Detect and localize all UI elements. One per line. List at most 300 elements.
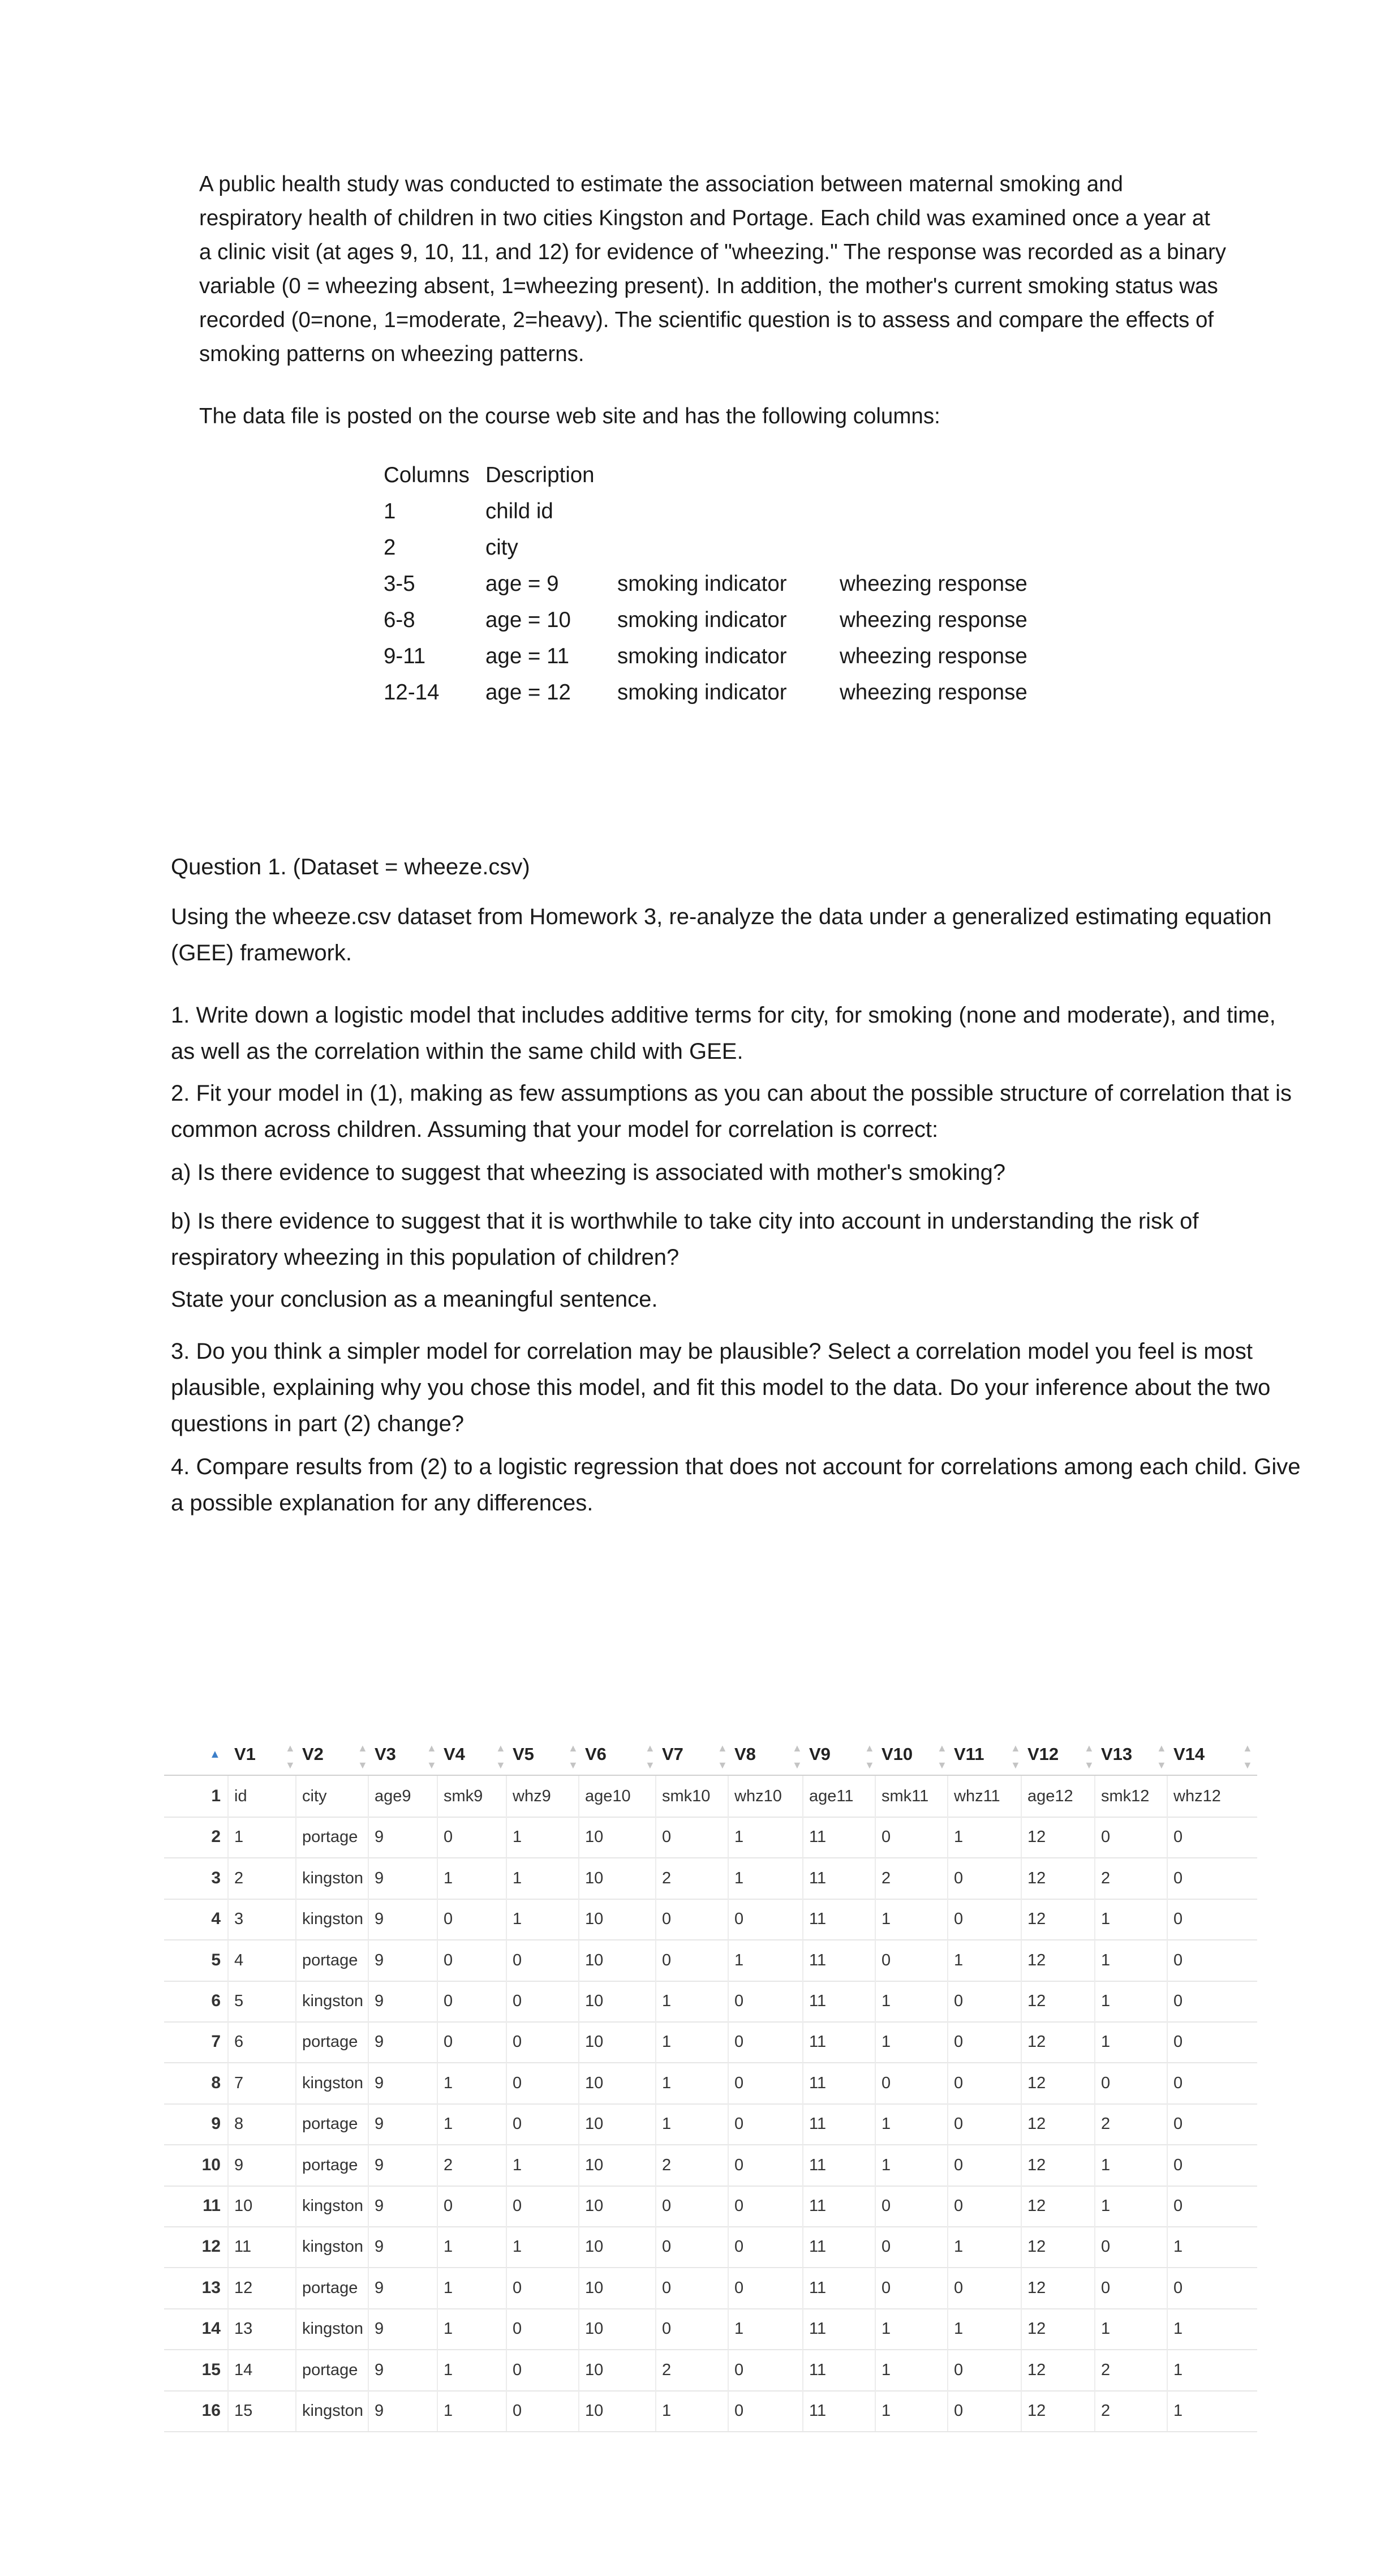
column-divider [295,2021,296,2062]
table-cell: 0 [513,1992,522,2010]
table-cell: 10 [585,2033,604,2051]
column-divider [578,2226,579,2267]
column-header-v13[interactable]: V13 [1101,1744,1133,1764]
table-cell: 0 [1173,1828,1183,1847]
table-cell: 0 [1173,2278,1183,2297]
column-divider [1021,2063,1022,2103]
column-divider [1021,2350,1022,2390]
table-cell: 10 [585,2278,604,2297]
row-number: 8 [211,2073,221,2092]
column-divider [1167,1981,1168,2021]
column-divider [578,2063,579,2103]
table-cell: 10 [585,1992,604,2010]
column-divider [875,2103,876,2144]
column-divider [295,1981,296,2021]
column-divider [802,1776,803,1817]
column-divider [802,1981,803,2021]
table-cell: 9 [375,2278,384,2297]
column-divider [947,1858,948,1899]
column-divider [947,2390,948,2431]
intro-line: respiratory health of children in two cities Kingston and Portage. Each child was examined once a year at [199,206,1210,230]
table-cell: 1 [444,2360,453,2379]
table-cell: 12 [1027,2197,1046,2215]
sort-toggle-icon[interactable]: ▲ ▼ [1010,1742,1021,1771]
column-divider [728,1776,729,1817]
table-cell: 7 [234,2073,244,2092]
table-cell: 10 [585,2073,604,2092]
table-cell: 11 [809,1828,827,1847]
table-cell: 0 [662,2238,672,2256]
column-divider [1167,2350,1168,2390]
column-divider [368,1817,369,1857]
table-cell: 0 [954,2278,964,2297]
table-cell: 1 [882,2115,891,2133]
column-divider [802,2103,803,2144]
table-cell: id [234,1787,247,1805]
wheezing-response-label: wheezing response [840,644,1027,668]
table-cell: 10 [585,2197,604,2215]
column-divider [802,1940,803,1981]
table-cell: 1 [513,1910,522,1929]
column-divider [1167,2308,1168,2349]
table-cell: 10 [234,2197,253,2215]
column-divider [506,2350,507,2390]
table-cell: 9 [375,2320,384,2338]
table-cell: 1 [444,2238,453,2256]
column-divider [295,2103,296,2144]
column-divider [578,2145,579,2186]
column-divider [947,2145,948,2186]
column-divider [437,2063,438,2103]
wheezing-response-label: wheezing response [840,572,1027,596]
column-header-v4[interactable]: V4 [444,1744,465,1764]
table-cell: 3 [234,1910,244,1929]
table-cell: 0 [734,2033,744,2051]
table-cell: 1 [1173,2320,1183,2338]
table-cell: 0 [1101,2278,1111,2297]
table-cell: kingston [302,2073,364,2092]
row-number: 5 [211,1950,221,1969]
column-divider [578,1899,579,1939]
column-divider [295,2268,296,2308]
sort-toggle-icon[interactable]: ▲ ▼ [1242,1742,1253,1771]
table-cell: smk11 [882,1787,929,1805]
table-cell: 2 [234,1869,244,1887]
table-cell: 0 [662,1828,672,1847]
column-divider [728,2390,729,2431]
table-cell: 5 [234,1992,244,2010]
table-cell: 1 [954,1828,964,1847]
table-cell: 14 [234,2360,253,2379]
sort-toggle-icon[interactable]: ▲ ▼ [285,1742,295,1771]
column-divider [368,1776,369,1817]
table-cell: 0 [734,2197,744,2215]
table-cell: portage [302,2156,358,2174]
table-cell: 1 [882,1910,891,1929]
column-divider [1167,1776,1168,1817]
sort-toggle-icon[interactable]: ▲ ▼ [1084,1742,1094,1771]
column-divider [506,2021,507,2062]
table-cell: 12 [1027,1828,1046,1847]
column-divider [506,1776,507,1817]
table-cell: kingston [302,1910,364,1929]
column-divider [802,1817,803,1857]
table-cell: 0 [662,2197,672,2215]
table-row [164,2308,1257,2350]
table-cell: 1 [444,2402,453,2420]
column-divider [578,1981,579,2021]
column-divider [437,1899,438,1939]
sort-toggle-icon[interactable]: ▲ ▼ [568,1742,578,1771]
row-number: 12 [201,2237,221,2256]
column-header-v1[interactable]: V1 [234,1744,256,1764]
column-header-v3[interactable]: V3 [375,1744,396,1764]
column-divider [578,1858,579,1899]
table-cell: 9 [375,1992,384,2010]
column-divider [1167,2226,1168,2267]
column-header-v11[interactable]: V11 [954,1744,984,1764]
column-divider [655,1776,656,1817]
table-cell: 1 [1173,2360,1183,2379]
sort-toggle-icon[interactable]: ▲ ▼ [427,1742,437,1771]
table-cell: 2 [1101,2360,1111,2379]
table-cell: 4 [234,1951,244,1969]
table-cell: 12 [1027,1869,1046,1887]
column-divider [368,1858,369,1899]
table-cell: 11 [809,2278,827,2297]
column-range: 6-8 [384,608,415,632]
table-cell: 0 [513,1951,522,1969]
table-cell: 2 [1101,2402,1111,2420]
column-divider [655,2308,656,2349]
table-cell: 11 [809,2197,827,2215]
column-divider [875,2268,876,2308]
table-cell: 12 [1027,2278,1046,2297]
question-item-1: 1. Write down a logistic model that includes additive terms for city, for smoking (none and moderate), and time, as well as the correlation within the same child with GEE. [171,1003,1276,1064]
sort-toggle-icon[interactable]: ▲ ▼ [496,1742,506,1771]
column-divider [1094,2308,1095,2349]
table-cell: smk10 [662,1787,711,1805]
table-cell: 10 [585,2360,604,2379]
column-divider [227,2350,229,2390]
table-cell: 1 [1101,2033,1111,2051]
table-cell: 1 [882,2320,891,2338]
table-cell: 0 [1101,1828,1111,1847]
table-cell: 0 [734,1992,744,2010]
columns-header: Columns [384,463,470,487]
column-divider [506,1858,507,1899]
column-divider [1094,1981,1095,2021]
column-divider [875,2390,876,2431]
table-cell: 1 [513,1869,522,1887]
column-divider [947,2268,948,2308]
table-cell: 12 [1027,1951,1046,1969]
table-row [164,1817,1257,1858]
row-number: 7 [211,2032,221,2051]
table-cell: 0 [513,2033,522,2051]
column-divider [802,2186,803,2226]
column-header-v14[interactable]: V14 [1173,1744,1205,1764]
table-cell: 9 [375,2402,384,2420]
table-cell: 0 [444,1828,453,1847]
conclusion-instruction: State your conclusion as a meaningful sentence. [171,1287,658,1312]
column-divider [227,2021,229,2062]
column-divider [1167,2390,1168,2431]
column-divider [802,2268,803,2308]
column-divider [578,1776,579,1817]
column-description: child id [485,499,553,523]
table-cell: 0 [513,2320,522,2338]
table-cell: 12 [234,2278,253,2297]
table-cell: 10 [585,2115,604,2133]
column-divider [1094,2350,1095,2390]
table-cell: 1 [1101,2197,1111,2215]
table-cell: portage [302,1951,358,1969]
row-number: 4 [211,1909,221,1929]
column-divider [875,2350,876,2390]
column-divider [875,1776,876,1817]
column-divider [655,2145,656,2186]
column-header-v7[interactable]: V7 [662,1744,683,1764]
table-cell: 9 [375,1910,384,1929]
table-cell: 1 [1101,1910,1111,1929]
table-cell: 2 [662,2156,672,2174]
table-cell: 1 [1101,1992,1111,2010]
table-cell: 12 [1027,2115,1046,2133]
column-divider [1021,2226,1022,2267]
column-divider [227,2226,229,2267]
table-cell: 10 [585,1910,604,1929]
column-divider [227,2145,229,2186]
table-cell: 0 [734,2402,744,2420]
sort-toggle-icon[interactable]: ▲ ▼ [717,1742,728,1771]
table-cell: 1 [734,1828,744,1847]
column-divider [1167,2145,1168,2186]
sort-toggle-icon[interactable]: ▲ ▼ [865,1742,875,1771]
column-divider [295,2226,296,2267]
column-divider [1021,1858,1022,1899]
table-cell: 1 [734,1869,744,1887]
table-cell: 0 [954,2360,964,2379]
column-divider [295,2390,296,2431]
column-divider [802,2226,803,2267]
column-header-v12[interactable]: V12 [1027,1744,1059,1764]
table-cell: 9 [234,2156,244,2174]
table-cell: 1 [662,2115,672,2133]
table-cell: 2 [1101,2115,1111,2133]
table-cell: 6 [234,2033,244,2051]
column-divider [1094,2186,1095,2226]
table-cell: whz10 [734,1787,782,1805]
table-cell: 11 [809,2156,827,2174]
table-cell: age9 [375,1787,411,1805]
column-header-v6[interactable]: V6 [585,1744,607,1764]
table-cell: 1 [662,1992,672,2010]
table-cell: 11 [809,2360,827,2379]
column-divider [227,1776,229,1817]
column-divider [947,1940,948,1981]
smoking-indicator-label: smoking indicator [617,572,787,596]
column-divider [1167,1940,1168,1981]
column-header-v10[interactable]: V10 [882,1744,913,1764]
intro-line: variable (0 = wheezing absent, 1=wheezing present). In addition, the mother's current smoking status was [199,274,1218,298]
table-cell: 0 [1173,2073,1183,2092]
table-cell: 2 [662,2360,672,2379]
table-cell: 1 [882,2360,891,2379]
column-header-v5[interactable]: V5 [513,1744,534,1764]
table-cell: 11 [809,2073,827,2092]
table-cell: 0 [444,2033,453,2051]
table-cell: 0 [444,2197,453,2215]
table-cell: 11 [809,2033,827,2051]
column-divider [802,2145,803,2186]
table-cell: 12 [1027,2156,1046,2174]
table-cell: 0 [662,1910,672,1929]
column-divider [728,1817,729,1857]
table-cell: 1 [954,2238,964,2256]
smoking-indicator-label: smoking indicator [617,680,787,705]
column-divider [506,1981,507,2021]
intro-line: a clinic visit (at ages 9, 10, 11, and 12) for evidence of "wheezing." The response was recorded as a binary [199,240,1227,264]
table-cell: 1 [1173,2238,1183,2256]
table-cell: 0 [734,1910,744,1929]
column-divider [947,2226,948,2267]
table-cell: 11 [234,2238,252,2256]
column-divider [437,2308,438,2349]
column-description: age = 10 [485,608,571,632]
table-cell: 2 [882,1869,891,1887]
table-cell: 1 [1101,1951,1111,1969]
table-row [164,2390,1257,2432]
table-cell: 2 [1101,1869,1111,1887]
question-item-2a: a) Is there evidence to suggest that wheezing is associated with mother's smoking? [171,1160,1006,1185]
column-divider [368,2103,369,2144]
column-divider [368,2063,369,2103]
table-row [164,2063,1257,2105]
column-divider [802,2390,803,2431]
column-divider [1021,1899,1022,1939]
column-divider [227,2390,229,2431]
table-cell: 15 [234,2402,253,2420]
table-row [164,2145,1257,2187]
row-number: 3 [211,1868,221,1887]
column-divider [728,2145,729,2186]
column-divider [947,1981,948,2021]
column-divider [947,2103,948,2144]
question-item-4: 4. Compare results from (2) to a logistic regression that does not account for correlations among each child. Give a possible explanation for any differences. [171,1454,1301,1515]
table-cell: kingston [302,2402,364,2420]
table-row [164,2103,1257,2145]
column-divider [506,2268,507,2308]
table-cell: 1 [662,2033,672,2051]
column-divider [875,2226,876,2267]
column-header-v2[interactable]: V2 [302,1744,324,1764]
column-range: 3-5 [384,572,415,596]
column-range: 9-11 [384,644,426,668]
column-divider [437,2390,438,2431]
table-cell: 1 [444,2073,453,2092]
column-divider [947,2350,948,2390]
table-cell: whz12 [1173,1787,1221,1805]
question-intro: Using the wheeze.csv dataset from Homework 3, re-analyze the data under a generalized estimating equation (GEE) framework. [171,904,1272,965]
sort-toggle-icon[interactable]: ▲ ▼ [1156,1742,1167,1771]
column-divider [1094,2103,1095,2144]
table-cell: 1 [513,2238,522,2256]
column-header-v8[interactable]: V8 [734,1744,756,1764]
column-divider [506,2390,507,2431]
column-divider [1094,2145,1095,2186]
table-cell: 0 [513,2402,522,2420]
table-cell: 0 [444,1992,453,2010]
column-divider [875,1899,876,1939]
column-header-v9[interactable]: V9 [809,1744,831,1764]
table-cell: 11 [809,1992,827,2010]
table-cell: 0 [954,2033,964,2051]
column-divider [506,1817,507,1857]
table-cell: kingston [302,2320,364,2338]
sort-toggle-icon[interactable]: ▲ ▼ [645,1742,655,1771]
table-row [164,1940,1257,1982]
column-divider [1021,2186,1022,2226]
table-cell: 11 [809,2238,827,2256]
column-divider [578,2021,579,2062]
column-divider [1167,2021,1168,2062]
table-cell: 0 [1173,2197,1183,2215]
column-divider [506,1899,507,1939]
column-divider [1094,1858,1095,1899]
table-cell: 0 [1173,1910,1183,1929]
column-divider [227,2103,229,2144]
table-cell: 8 [234,2115,244,2133]
sort-toggle-icon[interactable]: ▲ ▼ [937,1742,947,1771]
table-cell: portage [302,2360,358,2379]
sort-ascending-icon[interactable]: ▲ [209,1748,221,1761]
table-cell: 9 [375,2360,384,2379]
row-number: 2 [211,1827,221,1847]
question-item-3: 3. Do you think a simpler model for correlation may be plausible? Select a correlation model you feel is most plausible, explaining why you chose this model, and fit this model to the data. Do your inference about the two questions in part (2) change? [171,1339,1271,1436]
sort-toggle-icon[interactable]: ▲ ▼ [358,1742,368,1771]
table-row [164,1899,1257,1940]
intro-line: smoking patterns on wheezing patterns. [199,342,584,366]
table-cell: 0 [954,2156,964,2174]
table-cell: 9 [375,2197,384,2215]
sort-toggle-icon[interactable]: ▲ ▼ [792,1742,802,1771]
column-divider [875,2145,876,2186]
table-cell: 0 [734,2156,744,2174]
column-description: city [485,535,518,560]
table-cell: 0 [444,1951,453,1969]
column-divider [655,1858,656,1899]
column-divider [295,1858,296,1899]
column-divider [802,2021,803,2062]
column-divider [1094,2021,1095,2062]
table-cell: 1 [882,2033,891,2051]
table-cell: 0 [734,2073,744,2092]
table-cell: 1 [513,2156,522,2174]
column-divider [1094,2268,1095,2308]
column-divider [506,2226,507,2267]
column-divider [1021,1981,1022,2021]
table-cell: kingston [302,1869,364,1887]
table-cell: 1 [954,2320,964,2338]
table-cell: 1 [513,1828,522,1847]
table-cell: 0 [1101,2073,1111,2092]
table-cell: age10 [585,1787,631,1805]
column-divider [437,2186,438,2226]
table-cell: 2 [662,1869,672,1887]
table-cell: age11 [809,1787,854,1805]
table-cell: 11 [809,1951,827,1969]
